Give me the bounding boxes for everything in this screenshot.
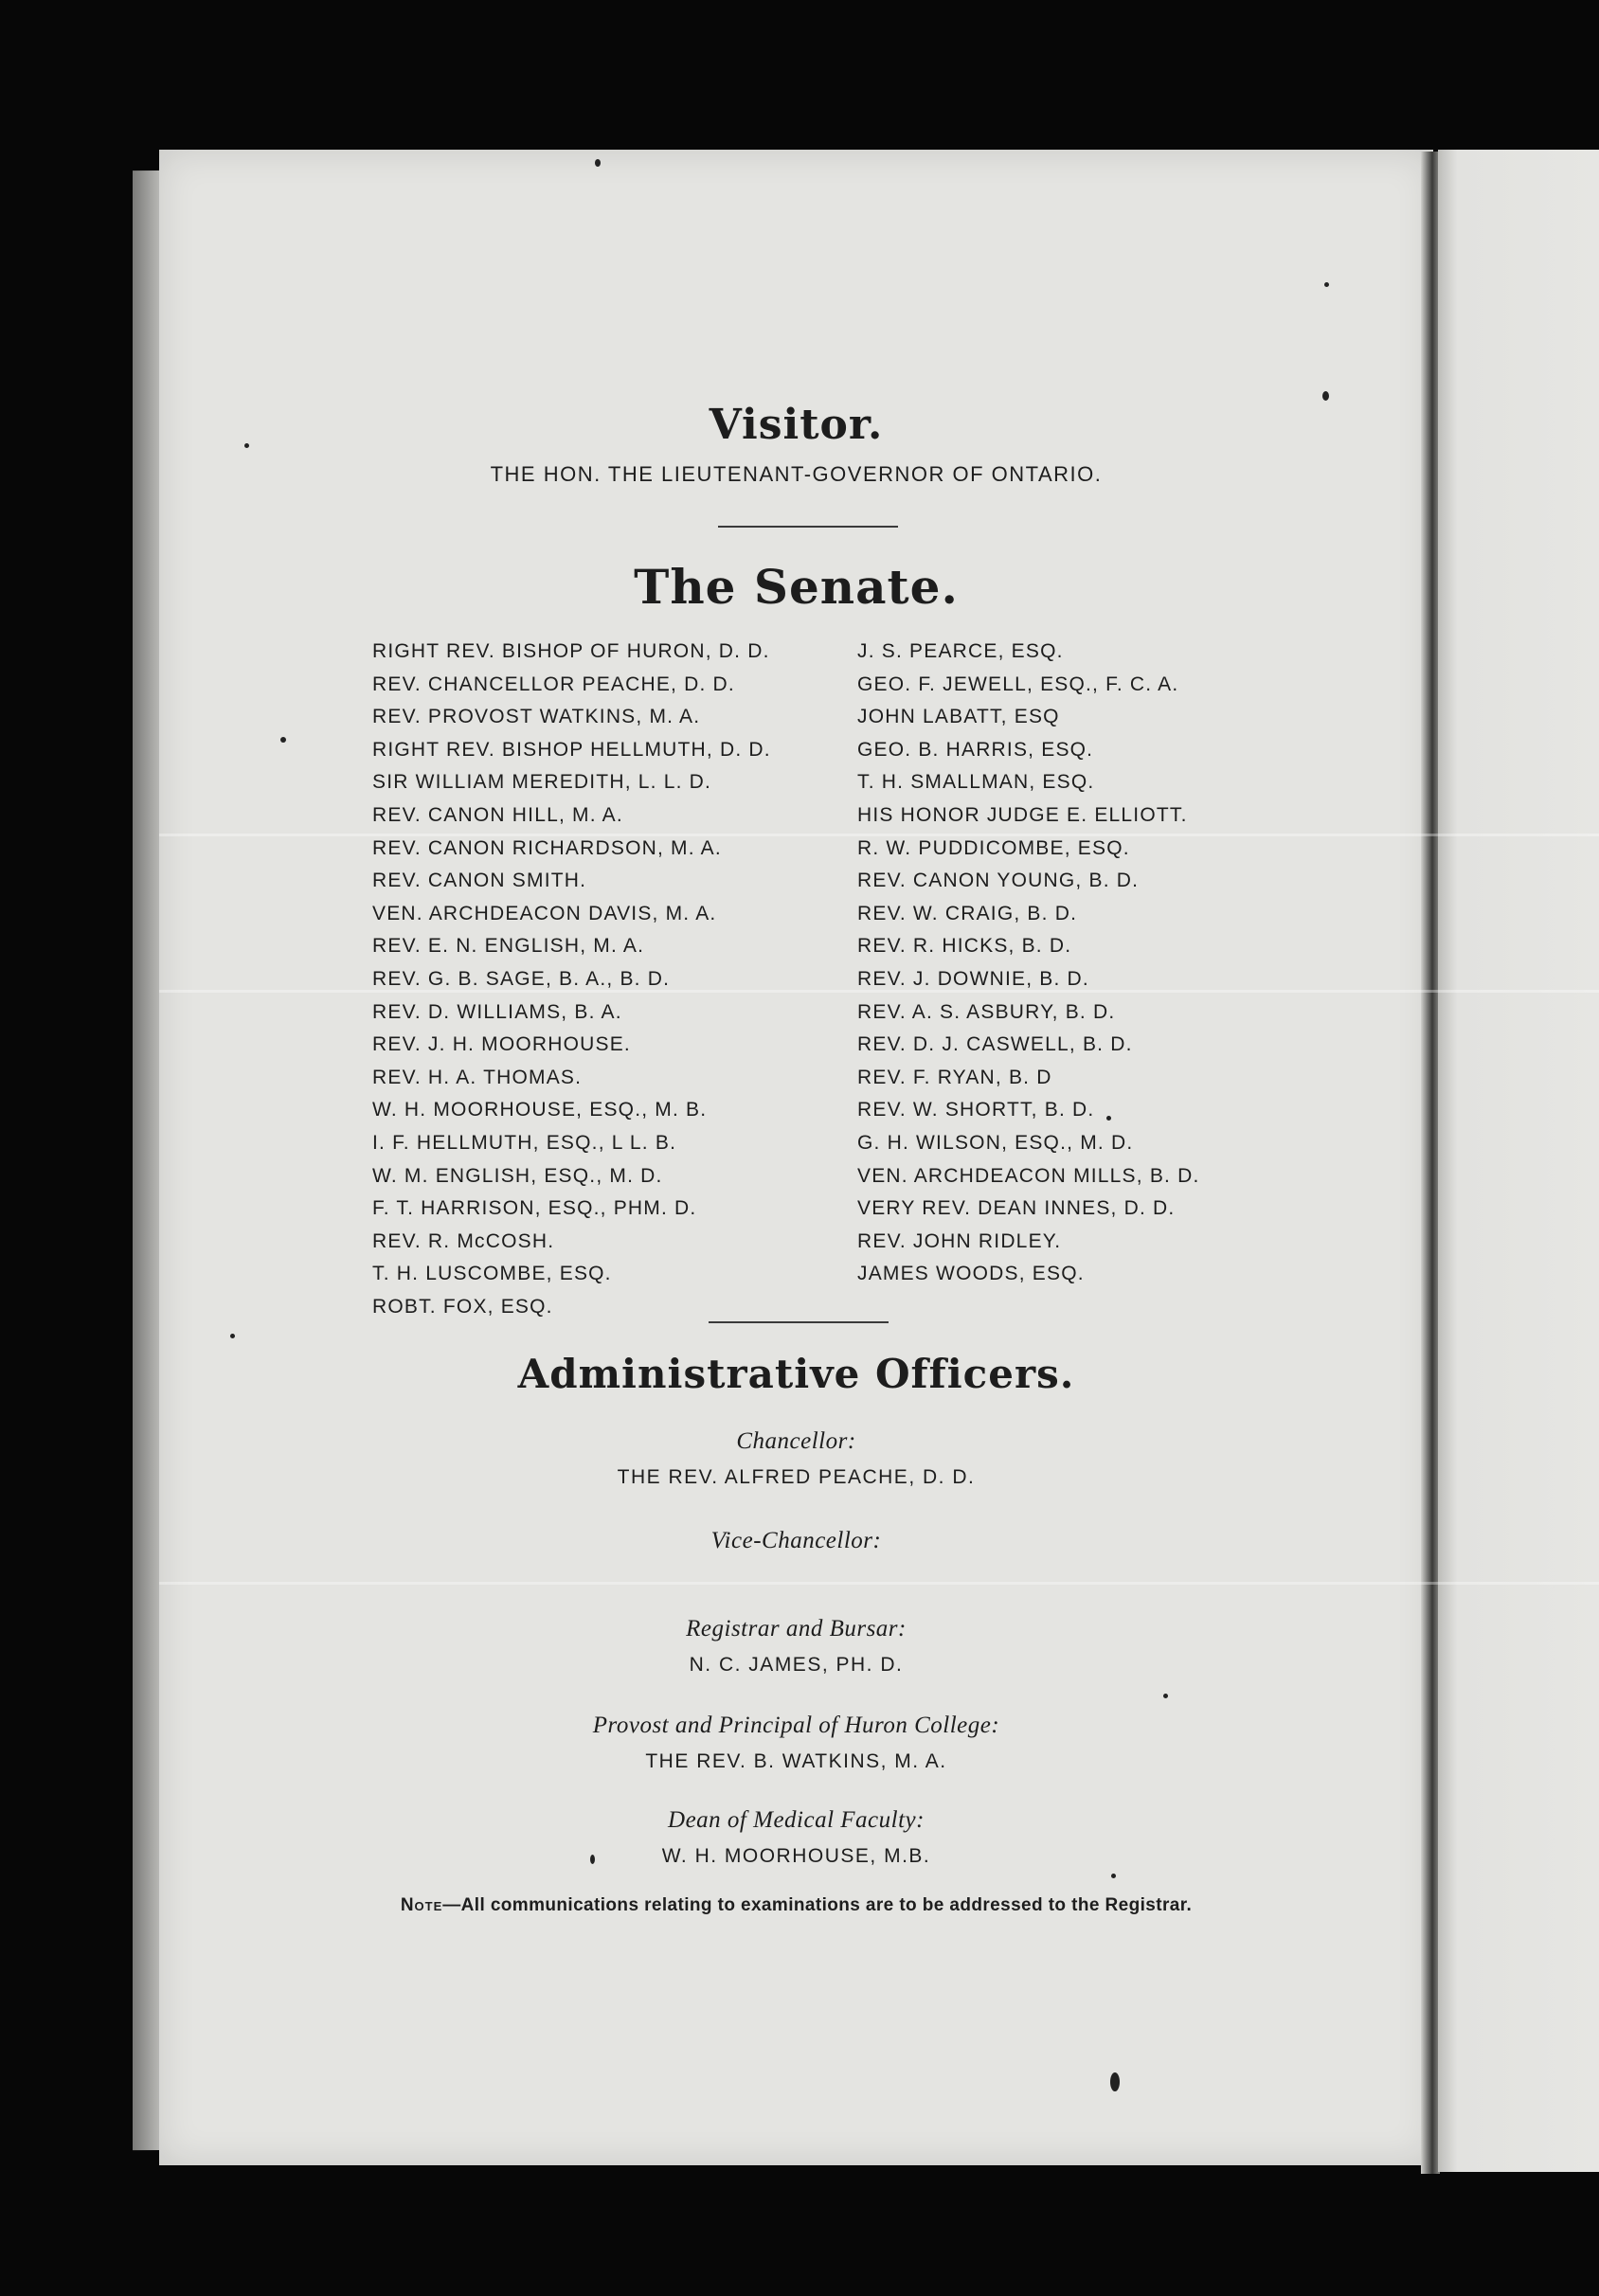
senate-member: RIGHT REV. BISHOP OF HURON, D. D. — [372, 640, 770, 662]
ink-speck — [1111, 1874, 1116, 1878]
senate-member: T. H. LUSCOMBE, ESQ. — [372, 1263, 612, 1285]
ink-speck — [1322, 391, 1329, 401]
senate-member: SIR WILLIAM MEREDITH, L. L. D. — [372, 771, 712, 794]
senate-member: REV. JOHN RIDLEY. — [857, 1229, 1062, 1252]
senate-left-column — [372, 636, 771, 1323]
senate-member: RIGHT REV. BISHOP HELLMUTH, D. D. — [372, 738, 771, 761]
ink-speck — [230, 1334, 235, 1338]
ink-speck — [595, 159, 601, 167]
senate-member: REV. A. S. ASBURY, B. D. — [857, 1000, 1116, 1023]
senate-member: REV. CANON RICHARDSON, M. A. — [372, 836, 722, 859]
senate-member: J. S. PEARCE, ESQ. — [857, 640, 1064, 662]
senate-member: JOHN LABATT, ESQ — [857, 706, 1060, 728]
document-content — [159, 150, 1433, 2165]
senate-heading: The Senate. — [634, 559, 959, 615]
senate-member: I. F. HELLMUTH, ESQ., L L. B. — [372, 1131, 677, 1154]
senate-member: REV. J. DOWNIE, B. D. — [857, 967, 1089, 990]
senate-member: REV. CANON YOUNG, B. D. — [857, 870, 1140, 892]
senate-member: JAMES WOODS, ESQ. — [857, 1263, 1085, 1285]
senate-member: REV. W. CRAIG, B. D. — [857, 902, 1078, 924]
senate-member: ROBT. FOX, ESQ. — [372, 1295, 553, 1318]
senate-member: REV. D. WILLIAMS, B. A. — [372, 1000, 622, 1023]
ink-speck — [1106, 1116, 1111, 1121]
senate-member: REV. H. A. THOMAS. — [372, 1066, 583, 1088]
senate-member: G. H. WILSON, ESQ., M. D. — [857, 1131, 1134, 1154]
senate-member: W. M. ENGLISH, ESQ., M. D. — [372, 1164, 663, 1187]
senate-member: REV. CHANCELLOR PEACHE, D. D. — [372, 673, 735, 695]
visitor-heading: Visitor. — [709, 401, 884, 449]
senate-member: HIS HONOR JUDGE E. ELLIOTT. — [857, 803, 1188, 826]
senate-member: GEO. F. JEWELL, ESQ., F. C. A. — [857, 673, 1179, 695]
senate-member: W. H. MOORHOUSE, ESQ., M. B. — [372, 1099, 708, 1121]
vice-chancellor-role: Vice-Chancellor: — [710, 1528, 882, 1553]
senate-member: REV. R. HICKS, B. D. — [857, 935, 1072, 958]
senate-member: F. T. HARRISON, ESQ., PHM. D. — [372, 1197, 697, 1220]
senate-member: REV. J. H. MOORHOUSE. — [372, 1033, 631, 1056]
senate-member: VEN. ARCHDEACON MILLS, B. D. — [857, 1164, 1200, 1187]
dean-role: Dean of Medical Faculty: — [668, 1807, 925, 1833]
vice-chancellor-block — [159, 1528, 1433, 1554]
senate-member: REV. D. J. CASWELL, B. D. — [857, 1033, 1133, 1056]
ink-speck — [1110, 2072, 1120, 2091]
chancellor-role: Chancellor: — [736, 1428, 856, 1454]
note-label: Note — [400, 1895, 443, 1915]
chancellor-name: THE REV. ALFRED PEACHE, D. D. — [617, 1466, 976, 1488]
ink-speck — [280, 737, 286, 743]
senate-member: T. H. SMALLMAN, ESQ. — [857, 771, 1095, 794]
senate-member: REV. PROVOST WATKINS, M. A. — [372, 706, 701, 728]
senate-member: VEN. ARCHDEACON DAVIS, M. A. — [372, 902, 717, 924]
senate-member: VERY REV. DEAN INNES, D. D. — [857, 1197, 1176, 1220]
ink-speck — [244, 443, 249, 448]
senate-member: GEO. B. HARRIS, ESQ. — [857, 738, 1094, 761]
senate-member: REV. F. RYAN, B. D — [857, 1066, 1052, 1088]
senate-member: REV. CANON HILL, M. A. — [372, 803, 623, 826]
note-text: —All communications relating to examinations are to be addressed to the Registrar. — [442, 1895, 1193, 1915]
senate-member: REV. CANON SMITH. — [372, 870, 587, 892]
divider — [709, 1321, 889, 1323]
senate-member: REV. R. McCOSH. — [372, 1229, 555, 1252]
facing-page-edge — [1438, 150, 1599, 2172]
visitor-name: THE HON. THE LIEUTENANT-GOVERNOR OF ONTARIO. — [490, 462, 1103, 486]
ink-speck — [1163, 1694, 1168, 1698]
footnote — [159, 1895, 1433, 1916]
senate-right-column — [857, 636, 1200, 1291]
senate-member: R. W. PUDDICOMBE, ESQ. — [857, 836, 1130, 859]
dean-block — [159, 1807, 1433, 1868]
registrar-name: N. C. JAMES, PH. D. — [689, 1654, 904, 1676]
dean-name: W. H. MOORHOUSE, M.B. — [661, 1845, 931, 1867]
senate-member: REV. W. SHORTT, B. D. — [857, 1099, 1095, 1121]
provost-block — [159, 1713, 1433, 1773]
senate-member: REV. E. N. ENGLISH, M. A. — [372, 935, 645, 958]
ink-speck — [1324, 282, 1329, 287]
divider — [718, 526, 898, 528]
chancellor-block — [159, 1428, 1433, 1489]
registrar-role: Registrar and Bursar: — [686, 1616, 907, 1641]
provost-role: Provost and Principal of Huron College: — [592, 1713, 1000, 1738]
provost-name: THE REV. B. WATKINS, M. A. — [645, 1750, 947, 1772]
ink-speck — [590, 1855, 595, 1864]
admin-heading: Administrative Officers. — [517, 1351, 1075, 1397]
registrar-block — [159, 1616, 1433, 1677]
senate-member: REV. G. B. SAGE, B. A., B. D. — [372, 967, 671, 990]
